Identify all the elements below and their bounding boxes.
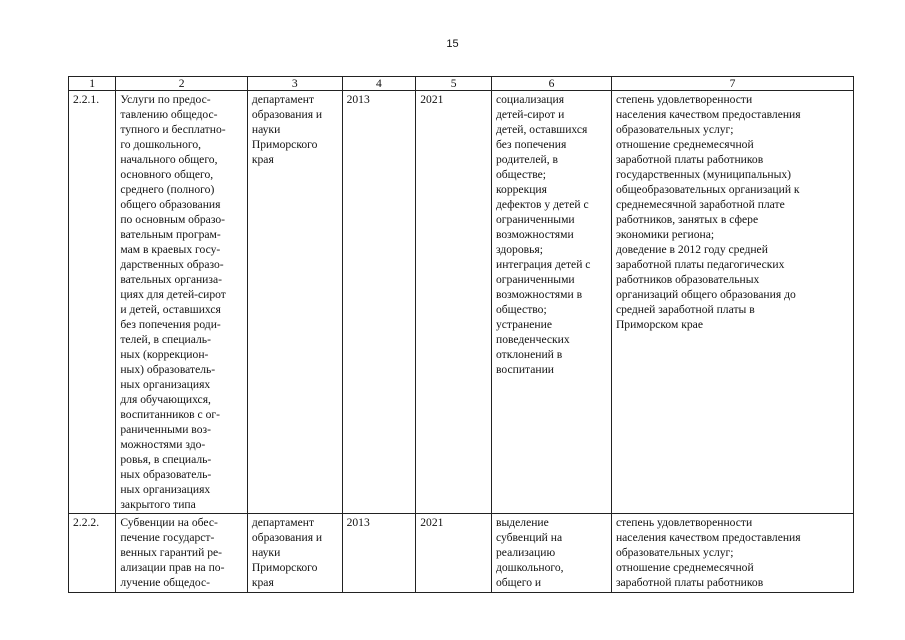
program-measures-table [68, 76, 854, 593]
start-year: 2013 [342, 91, 416, 514]
item-number: 2.2.1. [69, 91, 116, 514]
page-number: 15 [446, 38, 459, 50]
column-numbers-row [69, 77, 854, 91]
executor: департамент образования и науки Приморского края [247, 91, 342, 514]
table-row [69, 514, 854, 593]
measure-content: социализация детей-сирот и детей, оставшихся без попечения родителей, в обществе; коррекция дефектов у детей с ограниченными возможностями здоровья; интеграция детей с ограниченными возможностями в общество; устранение поведенческих отклонений в воспитании [491, 91, 611, 514]
executor: департамент образования и науки Приморского края [247, 514, 342, 593]
column-number: 5 [416, 77, 492, 91]
indicators: степень удовлетворенности населения качеством предоставления образовательных услуг; отношение среднемесячной заработной платы работников [611, 514, 853, 593]
measure-name: Субвенции на обес- печение государст- венных гарантий ре- ализации прав на по- лучение общедос- [116, 514, 248, 593]
indicators: степень удовлетворенности населения качеством предоставления образовательных услуг; отношение среднемесячной заработной платы работников государственных (муниципальных) общеобразовательных организаций к среднемесячной заработной плате работников, занятых в сфере экономики региона; доведение в 2012 году средней заработной платы педагогических работников образовательных организаций общего образования до средней заработной платы в Приморском крае [611, 91, 853, 514]
column-number: 6 [491, 77, 611, 91]
column-number: 7 [611, 77, 853, 91]
table-row [69, 91, 854, 514]
measure-name: Услуги по предос- тавлению общедос- тупного и бесплатно- го дошкольного, начального общего, основного общего, среднего (полного) общего образования по основным образо- вательным програм- мам в краевых госу- дарственных образо- вательных организа- циях для детей-сирот и детей, оставшихся без попечения роди- телей, в специаль- ных (коррекцион- ных) образователь- ных организациях для обучающихся, воспитанников с ог- раниченными воз- можностями здо- ровья, в специаль- ных образователь- ных организациях закрытого типа [116, 91, 248, 514]
end-year: 2021 [416, 91, 492, 514]
column-number: 3 [247, 77, 342, 91]
item-number: 2.2.2. [69, 514, 116, 593]
column-number: 2 [116, 77, 248, 91]
column-number: 4 [342, 77, 416, 91]
column-number: 1 [69, 77, 116, 91]
start-year: 2013 [342, 514, 416, 593]
end-year: 2021 [416, 514, 492, 593]
measure-content: выделение субвенций на реализацию дошкольного, общего и [491, 514, 611, 593]
